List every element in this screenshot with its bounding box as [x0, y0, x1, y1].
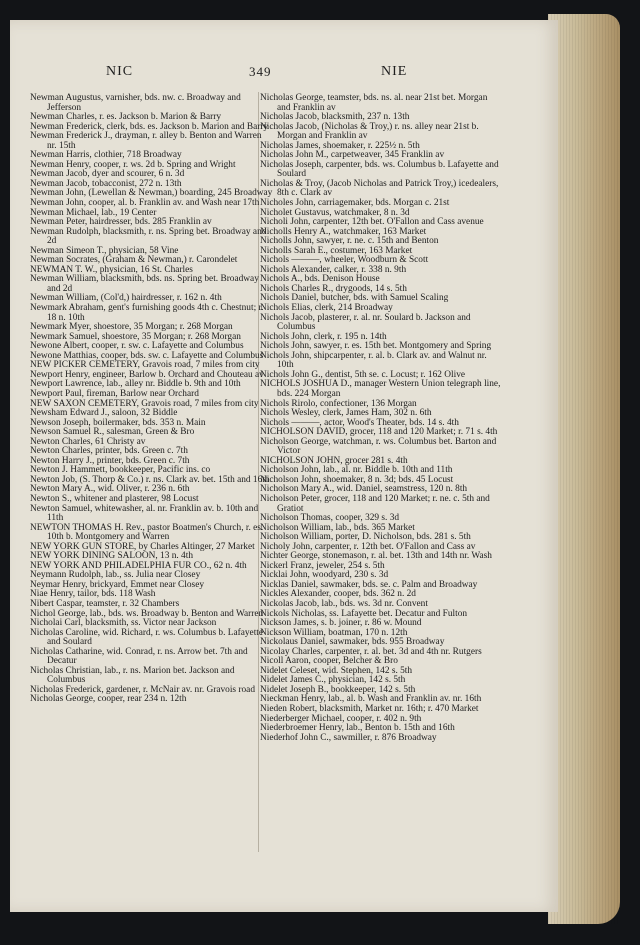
directory-entry: Niederbroemer Henry, lab., Benton b. 15th and 16th [260, 723, 455, 734]
directory-entry: Nichols John G., dentist, 5th se. c. Locust; r. 162 Olive [260, 369, 466, 380]
directory-entry: Newman Michael, lab., 19 Center [30, 207, 157, 218]
directory-entry: Nieden Robert, blacksmith, Market nr. 16th; r. 470 Market [260, 704, 479, 714]
directory-entry: Newton Samuel, whitewasher, al. nr. Franklin av. b. 10th and 11th [30, 503, 259, 524]
directory-entry: Nichols Alexander, calker, r. 338 n. 9th [260, 264, 407, 275]
directory-entry: Newman Jacob, dyer and scourer, 6 n. 3d [30, 169, 185, 180]
directory-entry: Newman Augustus, varnisher, bds. nw. c. Broadway and Jefferson [30, 93, 241, 113]
directory-entry: Nichol George, lab., bds. ws. Broadway b. Benton and Warren [30, 608, 264, 619]
directory-entry: Nidelet Celeset, wid. Stephen, 142 s. 5th [260, 665, 413, 676]
directory-entry: Nicklas Daniel, sawmaker, bds. se. c. Palm and Broadway [260, 579, 478, 590]
directory-entry: Newton S., whitener and plasterer, 98 Locust [30, 493, 199, 504]
directory-entry: Nicholai Carl, blacksmith, ss. Victor near Jackson [30, 618, 217, 629]
directory-entry: Nicholi John, carpenter, 12th bet. O'Fallon and Cass avenue [260, 217, 484, 228]
directory-entry: Nicholas Caroline, wid. Richard, r. ws. Columbus b. Lafayette and Soulard [30, 627, 264, 648]
header-left-guide-word: NIC [106, 64, 134, 79]
directory-entry: Nicholson John, lab., al. nr. Biddle b. 10th and 11th [260, 465, 453, 476]
directory-entry: Nickson William, boatman, 170 n. 12th [260, 627, 408, 638]
directory-entry: Nicholson William, porter, D. Nicholson, bds. 281 s. 5th [260, 532, 471, 543]
directory-entry: Nickerl Franz, jeweler, 254 s. 5th [260, 560, 385, 571]
directory-entry: Nicholas Frederick, gardener, r. McNair av. nr. Gravois road [30, 684, 256, 695]
directory-entry: Nichols Elias, clerk, 214 Broadway [260, 303, 393, 314]
directory-entry: Newone Matthias, cooper, bds. sw. c. Lafayette and Columbus [30, 350, 264, 361]
directory-entry: Newmark Abraham, gent's furnishing goods 4th c. Chestnut; r. 18 n. 10th [30, 303, 264, 323]
directory-entry: Nicholas Jacob, (Nicholas & Troy,) r. ns. alley near 21st b. Morgan and Franklin av [260, 121, 479, 142]
directory-entry: Nichols Daniel, butcher, bds. with Samuel Scaling [260, 293, 449, 304]
directory-entry: Neymar Henry, brickyard, Emmet near Closey [30, 579, 205, 590]
header-right-guide-word: NIE [381, 64, 408, 79]
directory-entry: NEW YORK AND PHILADELPHIA FUR CO., 62 n. 4th [30, 560, 247, 571]
directory-entry: Nicholy John, carpenter, r. 12th bet. O'Fallon and Cass av [260, 541, 476, 552]
directory-entry: NEW SAXON CEMETERY, Gravois road, 7 miles from city [30, 398, 259, 409]
page-number: 349 [249, 64, 272, 79]
directory-entry: Newman John, (Lewellan & Newman,) boarding, 245 Broadway [30, 188, 273, 199]
directory-entry: Nichter George, stonemason, r. al. bet. 13th and 14th nr. Wash [260, 551, 492, 562]
directory-entry: Newton Mary A., wid. Oliver, r. 236 n. 6th [30, 484, 190, 495]
directory-entry: Nichols John, shipcarpenter, r. al. b. Clark av. and Walnut nr. 10th [260, 350, 487, 371]
directory-entry: Nicholas Joseph, carpenter, bds. ws. Columbus b. Lafayette and Soulard [260, 159, 499, 180]
directory-entry: Nicholes John, carriagemaker, bds. Morgan c. 21st [260, 198, 450, 209]
book-fore-edge [548, 14, 620, 924]
directory-entry: Nicholas Christian, lab., r. ns. Marion bet. Jackson and Columbus [30, 665, 235, 686]
directory-entry: Nichols Wesley, clerk, James Ham, 302 n. 6th [260, 408, 432, 419]
directory-entry: Nichols John, sawyer, r. es. 15th bet. Montgomery and Spring [260, 341, 492, 352]
directory-entry: Nichols A., bds. Denison House [260, 274, 380, 285]
directory-entry: Nicholas George, teamster, bds. ns. al. near 21st bet. Morgan and Franklin av [260, 93, 488, 113]
directory-entry: Nicholet Gustavus, watchmaker, 8 n. 3d [260, 207, 410, 218]
directory-entry: Nicoll Aaron, cooper, Belcher & Bro [260, 656, 398, 667]
directory-entry: Newman Simeon T., physician, 58 Vine [30, 245, 179, 256]
directory-entry: Newman Frederick, clerk, bds. es. Jackson b. Marion and Barry [30, 121, 269, 132]
directory-entry: NEW YORK GUN STORE, by Charles Altinger, 27 Market [30, 541, 255, 552]
directory-entry: Nicholas James, shoemaker, r. 225½ n. 5th [260, 140, 420, 151]
directory-entry: Nickolaus Daniel, sawmaker, bds. 955 Broadway [260, 637, 445, 648]
directory-entry: Nicholas Jacob, blacksmith, 237 n. 13th [260, 112, 410, 123]
directory-entry: Nicklai John, woodyard, 230 s. 3d [260, 570, 389, 581]
directory-entry: Nickson James, s. b. joiner, r. 86 w. Mound [260, 618, 422, 629]
directory-entry: Nicholson William, lab., bds. 365 Market [260, 522, 415, 533]
directory-entry: Nicholas George, cooper, rear 234 n. 12th [30, 694, 187, 705]
running-header [40, 64, 520, 86]
directory-entry: Newport Paul, fireman, Barlow near Orchard [30, 388, 199, 399]
directory-entry: Nichols Jacob, plasterer, r. al. nr. Soulard b. Jackson and Columbus [260, 312, 471, 333]
directory-entry: Nicholls Sarah E., costumer, 163 Market [260, 245, 413, 256]
directory-entry: Nicholson Mary A., wid. Daniel, seamstress, 120 n. 8th [260, 484, 468, 495]
directory-entry: Newone Albert, cooper, r. sw. c. Lafayette and Columbus [30, 341, 244, 352]
directory-entry: Nicholls Henry A., watchmaker, 163 Market [260, 226, 427, 237]
directory-entry: Newton Harry J., printer, bds. Green c. 7th [30, 455, 190, 466]
directory-entry: Newman Peter, hairdresser, bds. 285 Franklin av [30, 217, 212, 228]
directory-entry: Nibert Caspar, teamster, r. 32 Chambers [30, 598, 180, 609]
directory-entry: Niae Henry, tailor, bds. 118 Wash [30, 589, 156, 600]
directory-entry: Nichols ———, wheeler, Woodburn & Scott [260, 255, 429, 266]
directory-entry: Nicholls John, sawyer, r. ne. c. 15th and Benton [260, 236, 439, 247]
directory-entry: Nickols Nicholas, ss. Lafayette bet. Decatur and Fulton [260, 608, 468, 619]
directory-entry: Niederberger Michael, cooper, r. 402 n. 9th [260, 713, 422, 724]
directory-entry: Newman John, cooper, al. b. Franklin av. and Wash near 17th [30, 198, 260, 209]
directory-entry: Newton Charles, 61 Christy av [30, 436, 146, 447]
directory-entry: Nichols ———, actor, Wood's Theater, bds. 14 s. 4th [260, 417, 459, 428]
directory-entry: Newmark Myer, shoestore, 35 Morgan; r. 268 Morgan [30, 322, 233, 333]
directory-entry: Neymann Rudolph, lab., ss. Julia near Closey [30, 570, 201, 581]
directory-entry: Newmark Samuel, shoestore, 35 Morgan; r. 268 Morgan [30, 331, 241, 342]
directory-entry: Newman Henry, cooper, r. ws. 2d b. Spring and Wright [30, 159, 236, 170]
directory-entry: Nichols Rirolo, confectioner, 136 Morgan [260, 398, 417, 409]
directory-entry: Nichols John, clerk, r. 195 n. 14th [260, 331, 387, 342]
directory-entry: Newton Job, (S. Thorp & Co.) r. ns. Clark av. bet. 15th and 16th [30, 474, 270, 485]
directory-entry: NICHOLS JOSHUA D., manager Western Union telegraph line, bds. 224 Morgan [260, 379, 501, 399]
directory-entry: NEW YORK DINING SALOON, 13 n. 4th [30, 551, 193, 562]
directory-entry: NEW PICKER CEMETERY, Gravois road, 7 miles from city [30, 360, 260, 371]
directory-entry: Newman William, blacksmith, bds. ns. Spring bet. Broadway and 2d [30, 274, 259, 294]
directory-entry: Nieckman Henry, lab., al. b. Wash and Franklin av. nr. 16th [260, 694, 482, 705]
directory-entry: Newman Socrates, (Graham & Newman,) r. Carondelet [30, 255, 238, 266]
directory-entry: Nichols Charles R., drygoods, 14 s. 5th [260, 283, 407, 294]
directory-entry: Nicholson Peter, grocer, 118 and 120 Market; r. ne. c. 5th and Gratiot [260, 493, 490, 514]
directory-entry: Nicholas Catharine, wid. Conrad, r. ns. Arrow bet. 7th and Decatur [30, 646, 248, 667]
directory-entry: Newton J. Hammett, bookkeeper, Pacific ins. co [30, 465, 211, 476]
directory-entry: Nicholson George, watchman, r. ws. Columbus bet. Barton and Victor [260, 436, 497, 457]
directory-entry: Nicholas John M., carpetweaver, 345 Franklin av [260, 150, 445, 161]
directory-entry: Newton Charles, printer, bds. Green c. 7th [30, 446, 188, 457]
right-column [260, 94, 503, 743]
directory-entry: Newport Henry, engineer, Barlow b. Orchard and Chouteau av [30, 369, 264, 380]
directory-entry: Nicholson Thomas, cooper, 329 s. 3d [260, 513, 400, 524]
directory-entry: NICHOLSON JOHN, grocer 281 s. 4th [260, 455, 408, 466]
directory-entry: Newson Joseph, boilermaker, bds. 353 n. Main [30, 417, 206, 428]
directory-entry: Nickolas Jacob, lab., bds. ws. 3d nr. Convent [260, 598, 428, 609]
directory-entry: Nicholas & Troy, (Jacob Nicholas and Patrick Troy,) icedealers, 8th c. Clark av [260, 178, 499, 199]
directory-entry: Newman Jacob, tobacconist, 272 n. 13th [30, 178, 182, 189]
directory-entry: Newman Charles, r. es. Jackson b. Marion & Barry [30, 112, 221, 123]
directory-entry: Niederhof John C., sawmiller, r. 876 Broadway [260, 732, 437, 743]
directory-entry: Newson Samuel R., salesman, Green & Bro [30, 427, 195, 438]
directory-entry: NICHOLSON DAVID, grocer, 118 and 120 Market; r. 71 s. 4th [260, 427, 498, 438]
left-column [30, 94, 273, 705]
directory-entry: Nicholson John, shoemaker, 8 n. 3d; bds. 45 Locust [260, 474, 454, 485]
directory-entry: NEWMAN T. W., physician, 16 St. Charles [30, 264, 193, 275]
directory-entry: Nicolay Charles, carpenter, r. al. bet. 3d and 4th nr. Rutgers [260, 646, 482, 657]
directory-entry: Newman Harris, clothier, 718 Broadway [30, 150, 182, 161]
directory-entry: NEWTON THOMAS H. Rev., pastor Boatmen's Church, r. es. 10th b. Montgomery and Warren [30, 522, 264, 543]
directory-entry: Newman Rudolph, blacksmith, r. ns. Spring bet. Broadway and 2d [30, 226, 267, 247]
directory-entry: Nickles Alexander, cooper, bds. 362 n. 2d [260, 589, 416, 600]
directory-entry: Newsham Edward J., saloon, 32 Biddle [30, 408, 178, 419]
directory-entry: Newman Frederick J., drayman, r. alley b. Benton and Warren nr. 15th [30, 131, 262, 151]
directory-entry: Newman William, (Col'd,) hairdresser, r. 162 n. 4th [30, 293, 222, 304]
directory-entry: Newport Lawrence, lab., alley nr. Biddle b. 9th and 10th [30, 379, 241, 390]
directory-entry: Nidelet Joseph B., bookkeeper, 142 s. 5th [260, 684, 416, 695]
directory-entry: Nidelet James C., physician, 142 s. 5th [260, 675, 406, 686]
